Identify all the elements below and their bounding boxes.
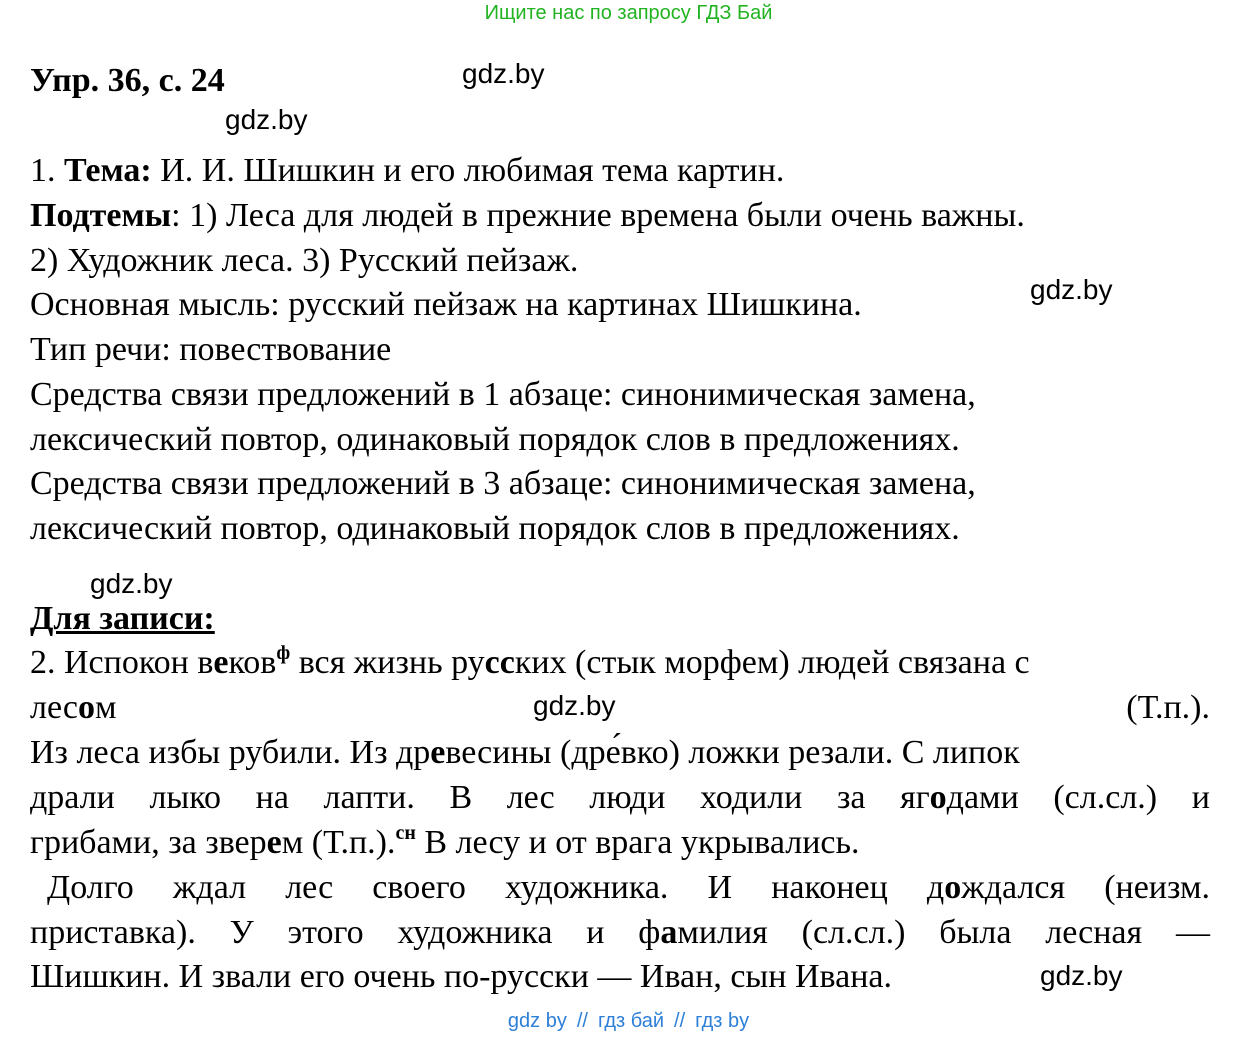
text-part: вся жизнь ру [290, 644, 485, 681]
word: ягодами [900, 779, 1019, 816]
word: Долго [30, 869, 134, 906]
section-heading: Для записи: [30, 600, 215, 637]
word: ждал [172, 869, 247, 906]
text-line [30, 824, 860, 862]
text-line: Шишкин. И звали его очень по-русски — Иван, сын Ивана. [30, 958, 893, 995]
word: — [1175, 914, 1210, 951]
word: за [836, 779, 866, 816]
word: и [1191, 779, 1210, 816]
word: (неизм. [1104, 869, 1210, 906]
case-note: (Т.п.). [1126, 689, 1210, 726]
text-line [30, 914, 1210, 952]
text-line: лексический повтор, одинаковый порядок слов в предложениях. [30, 510, 960, 547]
word: (сл.сл.) [1053, 779, 1158, 816]
text-line [30, 689, 1210, 727]
word: художника. [504, 869, 669, 906]
exercise-title: Упр. 36, с. 24 [30, 62, 225, 99]
watermark: gdz.by [462, 58, 545, 89]
word: была [939, 914, 1012, 951]
word: своего [372, 869, 466, 906]
word: У [229, 914, 254, 951]
word: (сл.сл.) [801, 914, 906, 951]
text-part: ких (стык морфем) людей связана с [514, 644, 1030, 681]
word: этого [287, 914, 364, 951]
highlight-letter: е [213, 644, 229, 681]
superscript-mark: сн [395, 822, 416, 844]
text-line: Средства связи предложений в 3 абзаце: синонимическая замена, [30, 465, 976, 502]
watermark: gdz.by [90, 568, 173, 599]
highlight-letter: е [430, 734, 446, 771]
text-part: В лесу и от врага укрывались. [415, 824, 860, 861]
text-line: Средства связи предложений в 1 абзаце: синонимическая замена, [30, 376, 976, 413]
text-part: ков [228, 644, 277, 681]
word: приставка). [30, 914, 196, 951]
watermark: gdz.by [225, 104, 308, 135]
word: драли [30, 779, 115, 816]
word: лес [506, 779, 555, 816]
text-line [30, 644, 1030, 682]
word: фамилия [638, 914, 768, 951]
footer-link: гдз by [695, 1010, 750, 1032]
word: на [255, 779, 289, 816]
text-part: Из леса избы рубили. Из др [30, 734, 431, 771]
watermark: gdz.by [533, 690, 616, 721]
tema-label: Тема: [64, 152, 152, 189]
text-part: грибами, за звер [30, 824, 267, 861]
word: наконец [771, 869, 888, 906]
top-banner: Ищите нас по запросу ГДЗ Бай [484, 2, 773, 24]
word: и [586, 914, 605, 951]
text-line [30, 869, 1210, 907]
word: художника [397, 914, 553, 951]
text-part: весины (дре́вко) ложки резали. С липок [445, 734, 1020, 771]
text-line [30, 734, 1020, 772]
text-line: лексический повтор, одинаковый порядок слов в предложениях. [30, 421, 960, 458]
text-part: 2. Испокон в [30, 644, 214, 681]
text-part: лесом [30, 689, 117, 726]
watermark: gdz.by [1030, 274, 1113, 305]
watermark: gdz.by [1040, 960, 1123, 991]
highlight-letter: сс [484, 644, 515, 681]
word: лес [285, 869, 334, 906]
podtemy-label: Подтемы [30, 197, 172, 234]
footer [0, 1010, 1257, 1033]
footer-link: gdz by [507, 1010, 567, 1032]
text-line: 2) Художник леса. 3) Русский пейзаж. [30, 242, 579, 279]
footer-separator: // [674, 1010, 686, 1032]
text-part: м (Т.п.). [281, 824, 396, 861]
word: дождался [926, 869, 1066, 906]
word: И [707, 869, 733, 906]
tema-text: И. И. Шишкин и его любимая тема картин. [151, 152, 785, 189]
word: лапти. [323, 779, 415, 816]
item-number: 1. [30, 152, 64, 189]
word: лесная [1045, 914, 1143, 951]
text-line [30, 779, 1210, 817]
highlight-letter: о [78, 689, 95, 726]
text-line [30, 152, 784, 190]
word: люди [589, 779, 666, 816]
podtemy-text: : 1) Леса для людей в прежние времена были очень важны. [171, 197, 1025, 234]
word: ходили [700, 779, 803, 816]
text-line: Основная мысль: русский пейзаж на картинах Шишкина. [30, 286, 862, 323]
word: В [449, 779, 473, 816]
text-line: Тип речи: повествование [30, 331, 392, 368]
footer-separator: // [576, 1010, 588, 1032]
text-line [30, 197, 1025, 235]
superscript-mark: ф [276, 642, 291, 664]
word: лыко [149, 779, 222, 816]
footer-link: гдз бай [597, 1010, 665, 1032]
highlight-letter: е [266, 824, 282, 861]
